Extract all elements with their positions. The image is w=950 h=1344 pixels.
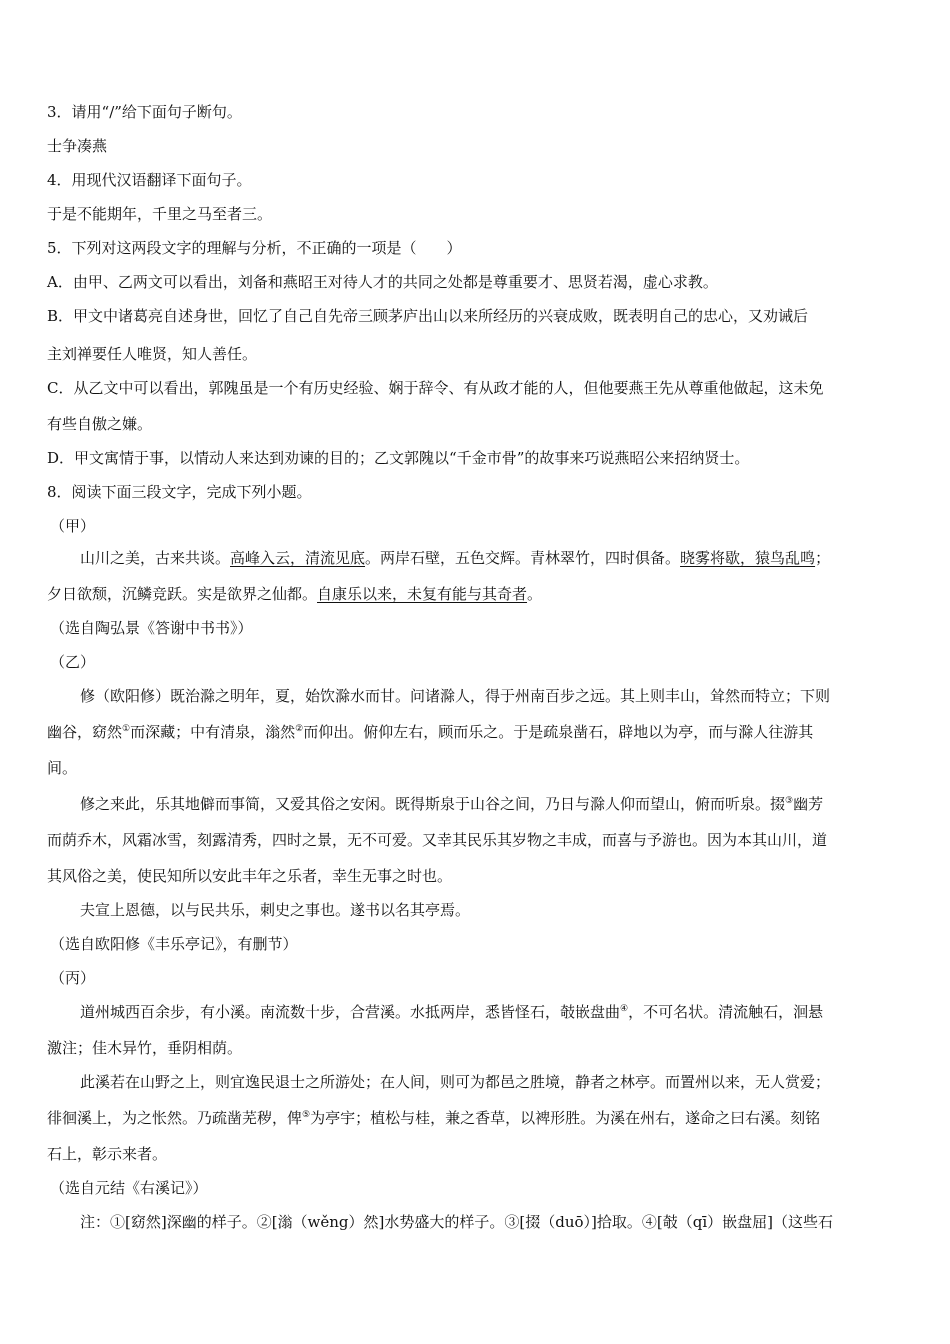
passage-jia-label: （甲）: [50, 517, 96, 535]
passage-bing-label: （丙）: [50, 969, 96, 987]
q8-prompt: 8．阅读下面三段文字，完成下列小题。: [47, 483, 312, 501]
passage-bing-p2-line3: 石上，彰示来者。: [47, 1145, 168, 1163]
passage-yi-label: （乙）: [50, 653, 96, 671]
q3-sentence: 士争凑燕: [47, 137, 108, 155]
underlined-phrase: 自康乐以来，未复有能与其奇者: [317, 585, 528, 603]
q5-prompt: 5．下列对这两段文字的理解与分析，不正确的一项是（ ）: [47, 239, 462, 257]
passage-yi-p1-line3: 间。: [47, 759, 78, 777]
passage-yi-p1-line2: 幽谷，窈然①而深藏；中有清泉，滃然②而仰出。俯仰左右，顾而乐之。于是疏泉凿石，辟地以为亭，而与滁人往游其: [47, 723, 814, 741]
q5-option-a: A．由甲、乙两文可以看出，刘备和燕昭王对待人才的共同之处都是尊重要才、思贤若渴，虚心求教。: [47, 273, 718, 291]
passage-yi-source: （选自欧阳修《丰乐亭记》，有删节）: [50, 935, 298, 953]
q4-prompt: 4．用现代汉语翻译下面句子。: [47, 171, 252, 189]
passage-bing-p2-line2: 徘徊溪上，为之怅然。乃疏凿芜秽，俾⑤为亭宇；植松与桂，兼之香草，以裨形胜。为溪在州右，遂命之曰右溪。刻铭: [47, 1109, 821, 1127]
passage-yi-p2-line3: 其风俗之美，使民知所以安此丰年之乐者，幸生无事之时也。: [47, 867, 453, 885]
passage-jia-source: （选自陶弘景《答谢中书书》）: [50, 619, 253, 637]
passage-yi-p2-line2: 而荫乔木，风霜冰雪，刻露清秀，四时之景，无不可爱。又幸其民乐其岁物之丰成，而喜与予游也。因为本其山川，道: [47, 831, 828, 849]
q3-prompt: 3．请用“/”给下面句子断句。: [47, 103, 242, 121]
passage-bing-p1-line1: 道州城西百余步，有小溪。南流数十步，合营溪。水抵两岸，悉皆怪石，攲嵌盘曲④，不可名状。清流触石，洄悬: [80, 1003, 824, 1021]
q5-option-b-line2: 主刘禅要任人唯贤，知人善任。: [47, 345, 258, 363]
passage-bing-source: （选自元结《右溪记》）: [50, 1179, 208, 1197]
q5-option-c-line2: 有些自傲之嫌。: [47, 415, 153, 433]
underlined-phrase: 高峰入云，清流见底: [230, 549, 366, 567]
q5-option-b-line1: B．甲文中诸葛亮自述身世，回忆了自己自先帝三顾茅庐出山以来所经历的兴衰成败，既表明自己的忠心，又劝诫后: [47, 307, 809, 325]
passage-jia-line1: 山川之美，古来共谈。高峰入云，清流见底。两岸石壁，五色交辉。青林翠竹，四时俱备。晓雾将歇，猿鸟乱鸣；: [80, 549, 831, 567]
passage-jia-line2: 夕日欲颓，沉鳞竞跃。实是欲界之仙都。自康乐以来，未复有能与其奇者。: [47, 585, 543, 603]
annotation-notes: 注：①[窈然]深幽的样子。②[滃（wěng）然]水势盛大的样子。③[掇（duō）]拾取。④[攲（qī）嵌盘屈]（这些石: [80, 1213, 833, 1231]
passage-bing-p2-line1: 此溪若在山野之上，则宜逸民退士之所游处；在人间，则可为都邑之胜境，静者之林亭。而置州以来，无人赏爱；: [80, 1073, 831, 1091]
q5-option-d: D．甲文寓情于事，以情动人来达到劝谏的目的；乙文郭隗以“千金市骨”的故事来巧说燕昭公来招纳贤士。: [47, 449, 750, 467]
underlined-phrase: 晓雾将歇，猿鸟乱鸣: [680, 549, 816, 567]
q4-sentence: 于是不能期年，千里之马至者三。: [47, 205, 273, 223]
q5-option-c-line1: C．从乙文中可以看出，郭隗虽是一个有历史经验、娴于辞令、有从政才能的人，但他要燕王先从尊重他做起，这未免: [47, 379, 824, 397]
passage-bing-p1-line2: 激注；佳木异竹，垂阴相荫。: [47, 1039, 243, 1057]
passage-yi-p3: 夫宣上恩德，以与民共乐，刺史之事也。遂书以名其亭焉。: [80, 901, 471, 919]
passage-yi-p2-line1: 修之来此，乐其地僻而事简，又爱其俗之安闲。既得斯泉于山谷之间，乃日与滁人仰而望山，俯而听泉。掇③幽芳: [80, 795, 824, 813]
passage-yi-p1-line1: 修（欧阳修）既治滁之明年，夏，始饮滁水而甘。问诸滁人，得于州南百步之远。其上则丰山，耸然而特立；下则: [80, 687, 831, 705]
